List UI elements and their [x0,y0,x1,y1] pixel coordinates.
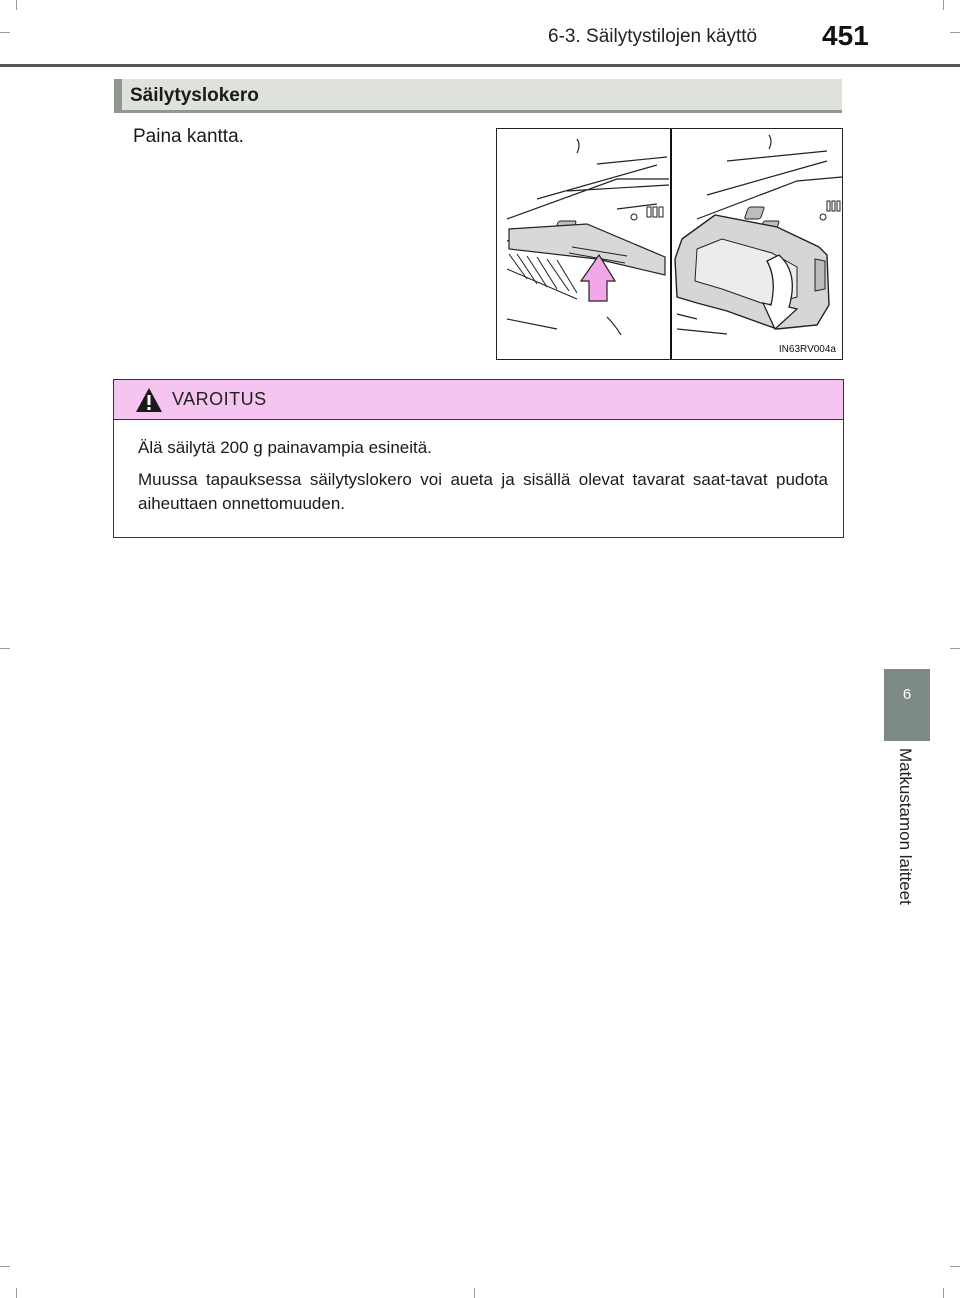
running-header-section: 6-3. Säilytystilojen käyttö [548,26,758,47]
crop-mark [16,0,17,10]
chapter-tab [884,669,930,741]
crop-mark [474,1288,475,1298]
chapter-title-vertical: Matkustamon laitteet [896,748,915,905]
crop-mark [16,1288,17,1298]
header-rule [0,64,960,67]
crop-mark [943,1288,944,1298]
warning-triangle-icon [135,387,163,413]
page-number: 451 [822,20,869,51]
section-heading-accent [114,79,122,110]
storage-box-illustration [496,128,843,360]
illustration-drawing [497,129,843,360]
crop-mark [950,648,960,649]
chapter-number: 6 [902,686,912,703]
section-title: Säilytyslokero [130,85,259,106]
warning-header [114,380,843,420]
warning-body [138,436,828,524]
section-heading-bar [114,79,842,113]
instruction-text: Paina kantta. [133,126,244,147]
crop-mark [943,0,944,10]
warning-title: VAROITUS [172,389,267,409]
warning-box [113,379,844,538]
crop-mark [0,32,10,33]
crop-mark [0,1266,10,1267]
crop-mark [950,32,960,33]
crop-mark [950,1266,960,1267]
crop-mark [0,648,10,649]
warning-line-2: Muussa tapauksessa säilytyslokero voi aueta ja sisällä olevat tavarat saat-tavat pudota aiheuttaen onnettomuuden. [138,470,828,513]
warning-line-1: Älä säilytä 200 g painavampia esineitä. [138,438,432,457]
figure-code: IN63RV004a [778,344,836,355]
